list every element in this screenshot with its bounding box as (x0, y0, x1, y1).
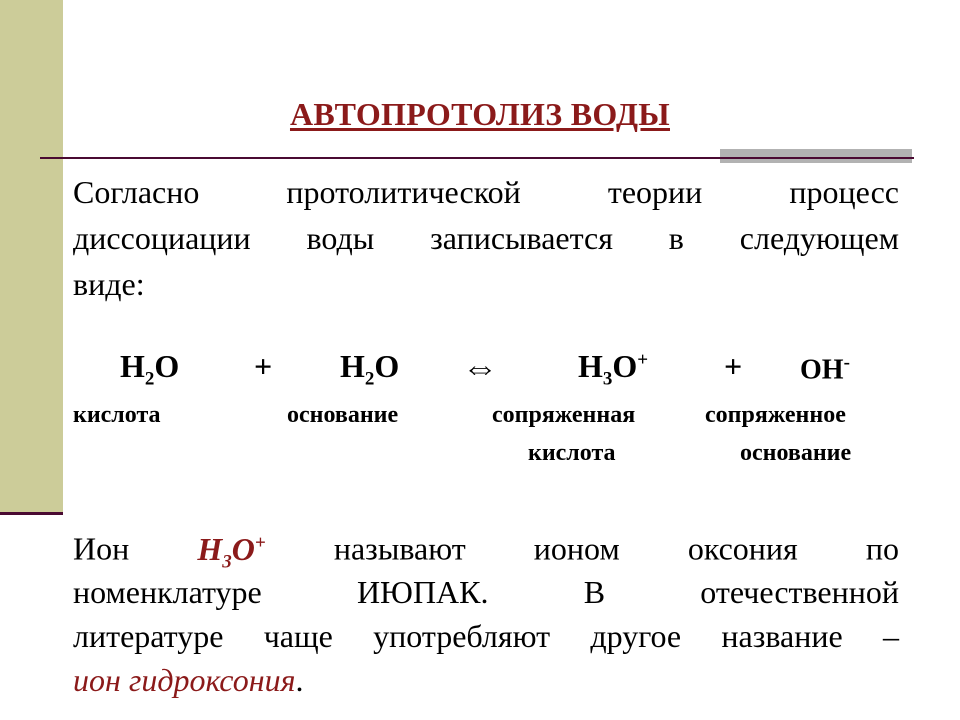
role-conjugate-base-line1: сопряженное (705, 402, 846, 428)
role-conjugate-base-line2: основание (740, 440, 852, 466)
plus-sign-1: + (254, 348, 273, 384)
hydronium-ion-formula: $H_3O^+$ (197, 530, 266, 573)
role-conjugate-acid-line2: кислота (528, 440, 616, 466)
sidebar-panel (0, 0, 63, 512)
product-hydroxide: OH- (800, 352, 850, 386)
role-acid: кислота (73, 402, 161, 428)
closing-line-2: номенклатуре ИЮПАК. В отечественной (73, 574, 899, 610)
slide-title: АВТОПРОТОЛИЗ ВОДЫ (289, 96, 670, 132)
reactant-water-2: $H_2O$ (340, 348, 400, 390)
role-conjugate-acid-line1: сопряженная (492, 402, 636, 428)
intro-line-1: Согласно протолитической теории процесс (73, 174, 899, 210)
intro-line-3: виде: (73, 266, 145, 302)
title-gray-bar (720, 149, 912, 163)
closing-line-3: литературе чаще употребляют другое название – (73, 618, 899, 654)
title-divider (40, 157, 914, 159)
plus-sign-2: + (724, 348, 743, 384)
closing-line-1: Ион $H_3O^+$ называют ионом оксония по (73, 530, 900, 573)
hydroxonium-term: ион гидроксония (73, 662, 296, 698)
reactant-water-1: $H_2O$ (120, 348, 180, 390)
closing-paragraph-rest (73, 570, 899, 702)
equilibrium-arrow-icon: ⇔ (462, 347, 498, 387)
intro-line-2: диссоциации воды записывается в следующем (73, 220, 899, 256)
sidebar-divider (0, 512, 63, 515)
role-base: основание (287, 402, 399, 428)
intro-paragraph (73, 169, 899, 307)
closing-line-4: ион гидроксония. (73, 662, 304, 698)
product-hydronium: $H_3O^+$ (578, 348, 649, 390)
